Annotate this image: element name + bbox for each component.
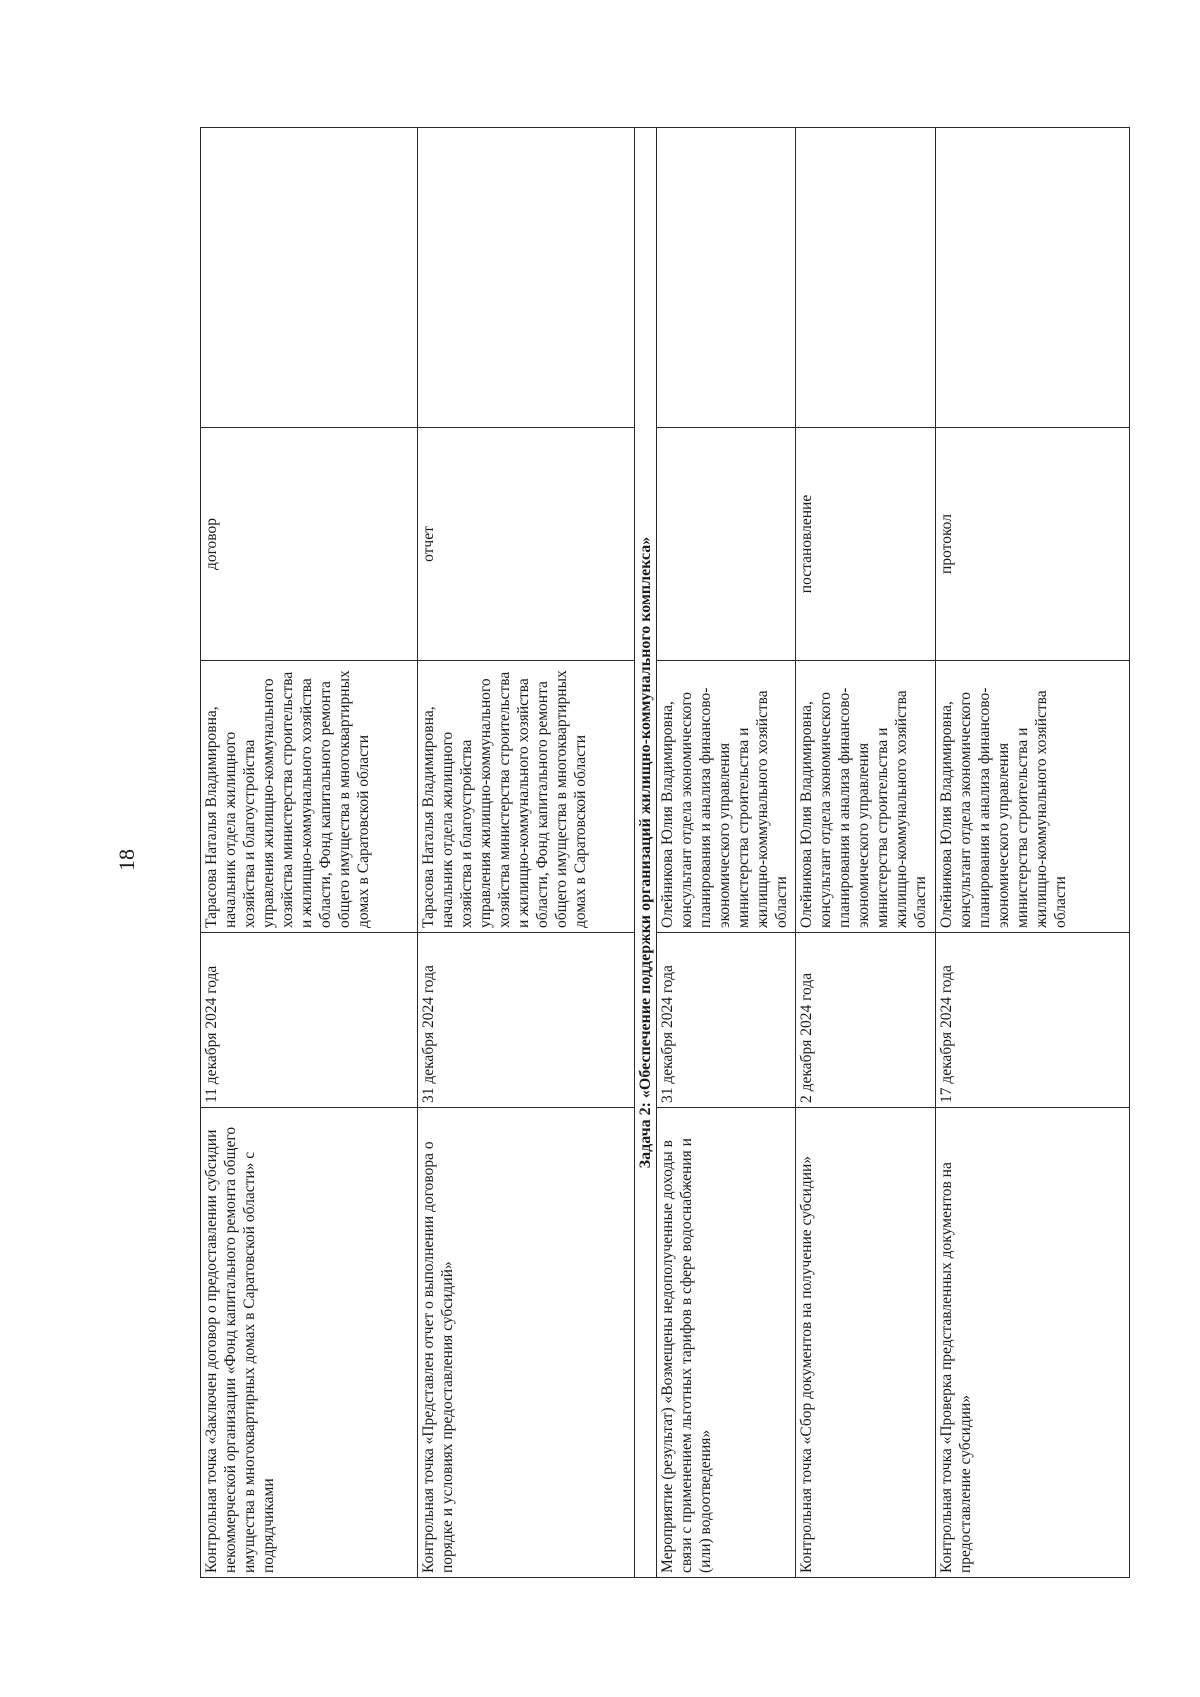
row-name-cell: Контрольная точка «Сбор документов на получение субсидии» [796, 1108, 936, 1578]
row-date-cell: 31 декабря 2024 года [657, 933, 796, 1108]
row-date-cell: 31 декабря 2024 года [418, 933, 635, 1108]
table-row [936, 128, 1130, 1578]
row-date-cell: 11 декабря 2024 года [201, 933, 418, 1108]
table-row [201, 128, 418, 1578]
row-document-cell: договор [201, 428, 418, 661]
row-document-cell [657, 428, 796, 661]
row-document-cell: протокол [936, 428, 1130, 661]
row-date-cell: 17 декабря 2024 года [936, 933, 1130, 1108]
row-name-cell: Мероприятие (результат) «Возмещены недополученные доходы в связи с применением льготных тарифов в сфере водоснабжения и (или) водоотведения» [657, 1108, 796, 1578]
table-row [418, 128, 635, 1578]
rotated-table-container [200, 128, 1128, 1578]
row-info-cell [418, 128, 635, 428]
row-info-cell [796, 128, 936, 428]
row-info-cell [936, 128, 1130, 428]
task-heading-row [635, 128, 657, 1578]
row-name-cell: Контрольная точка «Представлен отчет о выполнении договора о порядке и условиях предоставления субсидий» [418, 1108, 635, 1578]
row-name-cell: Контрольная точка «Проверка представленных документов на предоставление субсидии» [936, 1108, 1130, 1578]
table-row [796, 128, 936, 1578]
page-number: 18 [114, 849, 139, 871]
row-name-cell: Контрольная точка «Заключен договор о предоставлении субсидии некоммерческой организации «Фонд капитального ремонта общего имущества в многоквартирных домах в Саратовской области» с подрядчиками [201, 1108, 418, 1578]
row-info-cell [657, 128, 796, 428]
row-responsible-cell: Олейникова Юлия Владимировна, консультант отдела экономического планирования и анализа финансово-экономического управления министерства строительства и жилищно-коммунального хозяйства области [796, 661, 936, 933]
row-document-cell: постановление [796, 428, 936, 661]
plan-table [200, 127, 1130, 1578]
row-responsible-cell: Тарасова Наталья Владимировна, начальник отдела жилищного хозяйства и благоустройства управления жилищно-коммунального хозяйства министерства строительства и жилищно-коммунального хозяйства области, Фонд капитального ремонта общего имущества в многоквартирных домах в Саратовской области [201, 661, 418, 933]
row-responsible-cell: Олейникова Юлия Владимировна, консультант отдела экономического планирования и анализа финансово-экономического управления министерства строительства и жилищно-коммунального хозяйства области [657, 661, 796, 933]
row-document-cell: отчет [418, 428, 635, 661]
task-heading: Задача 2: «Обеспечение поддержки организаций жилищно-коммунального комплекса» [635, 128, 657, 1578]
row-date-cell: 2 декабря 2024 года [796, 933, 936, 1108]
row-responsible-cell: Тарасова Наталья Владимировна, начальник отдела жилищного хозяйства и благоустройства управления жилищно-коммунального хозяйства министерства строительства и жилищно-коммунального хозяйства области, Фонд капитального ремонта общего имущества в многоквартирных домах в Саратовской области [418, 661, 635, 933]
table-row [657, 128, 796, 1578]
row-responsible-cell: Олейникова Юлия Владимировна, консультант отдела экономического планирования и анализа финансово-экономического управления министерства строительства и жилищно-коммунального хозяйства области [936, 661, 1130, 933]
row-info-cell [201, 128, 418, 428]
